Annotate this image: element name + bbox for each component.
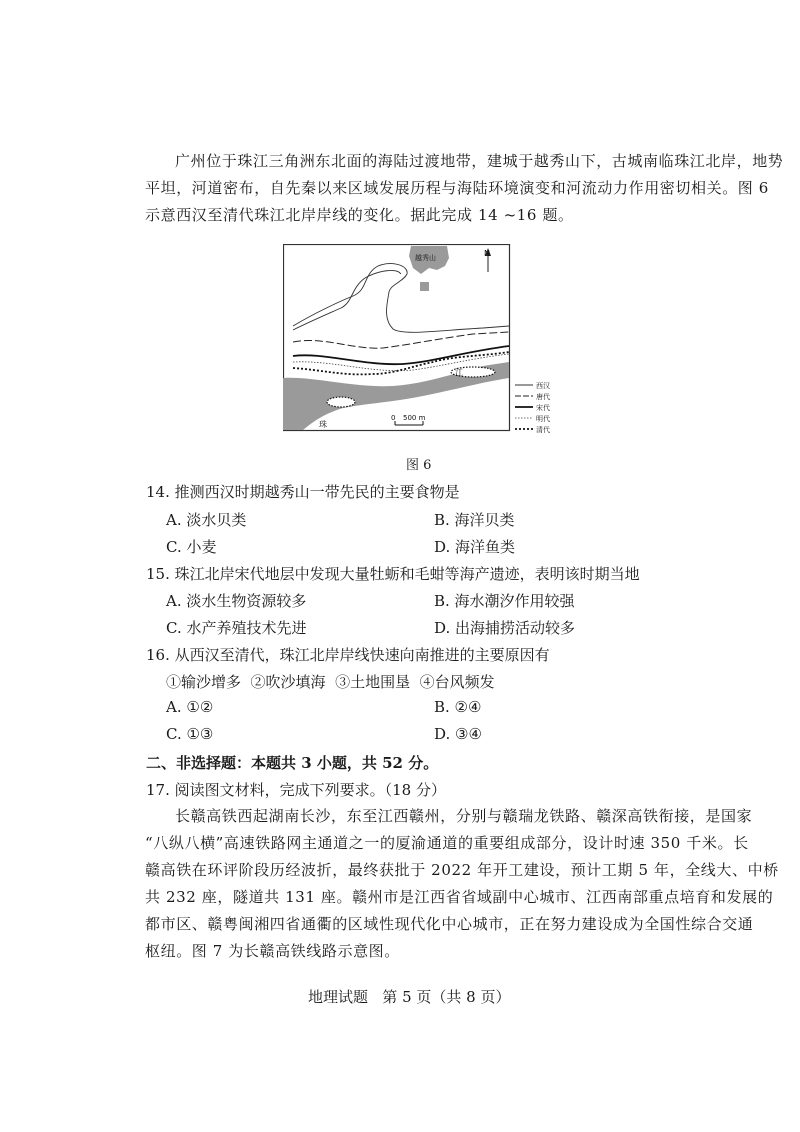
page-footer: 地理试题 第 5 页（共 8 页） (308, 988, 511, 1006)
legend-song: 宋代 (536, 404, 550, 412)
legend-tang: 唐代 (536, 393, 550, 401)
river-label-zhu: 珠 (319, 420, 327, 429)
mountain-label: 越秀山 (415, 254, 436, 262)
river-label-jiang: 江 (455, 368, 463, 377)
q17-line-6: 枢纽。图 7 为长赣高铁线路示意图。 (145, 942, 400, 960)
intro-line-3: 示意西汉至清代珠江北岸岸线的变化。据此完成 14 ~16 题。 (145, 206, 574, 224)
question-16-option-a: A. ①② (166, 698, 214, 716)
question-14-option-a: A. 淡水贝类 (166, 511, 247, 529)
question-16-option-c: C. ①③ (166, 725, 214, 743)
question-14-option-c: C. 小麦 (166, 538, 217, 556)
scale-zero: 0 (391, 414, 396, 422)
scale-distance: 500 m (403, 414, 426, 422)
q17-line-3: 赣高铁在环评阶段历经波折，最终获批于 2022 年开工建设，预计工期 5 年，全线大、中桥 (145, 861, 779, 879)
figure-caption: 图 6 (406, 458, 432, 473)
question-14-stem: 14. 推测西汉时期越秀山一带先民的主要食物是 (146, 483, 460, 501)
intro-line-2: 平坦，河道密布，自先秦以来区域发展历程与海陆环境演变和河流动力作用密切相关。图 6 (145, 179, 769, 197)
q17-line-4: 共 232 座，隧道共 131 座。赣州市是江西省省域副中心城市、江西南部重点培育和发展的 (145, 888, 774, 906)
intro-paragraph (145, 148, 784, 229)
question-16-option-b: B. ②④ (434, 698, 482, 716)
legend-western-han: 西汉 (536, 382, 550, 390)
map-legend (515, 381, 550, 434)
question-16-choices: ①输沙增多 ②吹沙填海 ③土地围垦 ④台风频发 (166, 673, 495, 691)
island-left (327, 397, 355, 407)
question-15-stem: 15. 珠江北岸宋代地层中发现大量牡蛎和毛蚶等海产遗迹，表明该时期当地 (146, 565, 640, 583)
question-14-option-b: B. 海洋贝类 (434, 511, 515, 529)
coastline-map (283, 244, 568, 444)
q17-line-2: “八纵八横”高速铁路网主通道之一的厦渝通道的重要组成部分，设计时速 350 千米。长 (145, 834, 749, 852)
legend-qing: 清代 (536, 426, 550, 434)
q17-line-1: 长赣高铁西起湖南长沙，东至江西赣州，分别与赣瑞龙铁路、赣深高铁衔接，是国家 (175, 807, 753, 825)
section-2-heading: 二、非选择题：本题共 3 小题，共 52 分。 (146, 754, 439, 772)
question-15-option-b: B. 海水潮汐作用较强 (434, 592, 575, 610)
legend-ming: 明代 (536, 415, 550, 423)
question-17-material (145, 803, 779, 965)
q17-line-5: 都市区、赣粤闽湘四省通衢的区域性现代化中心城市，正在努力建设成为全国性综合交通 (145, 915, 754, 933)
question-17-stem: 17. 阅读图文材料，完成下列要求。（18 分） (146, 781, 446, 799)
question-16-stem: 16. 从西汉至清代，珠江北岸岸线快速向南推进的主要原因有 (146, 646, 550, 664)
question-15-option-d: D. 出海捕捞活动较多 (434, 619, 576, 637)
coastline-tang (293, 332, 509, 348)
question-15-option-a: A. 淡水生物资源较多 (166, 592, 307, 610)
north-label: N (484, 249, 490, 258)
question-16-option-d: D. ③④ (434, 725, 482, 743)
intro-line-1: 广州位于珠江三角洲东北面的海陆过渡地带，建城于越秀山下，古城南临珠江北岸，地势 (175, 152, 784, 170)
mountain-small-patch (420, 282, 429, 291)
question-15-option-c: C. 水产养殖技术先进 (166, 619, 307, 637)
question-14-option-d: D. 海洋鱼类 (434, 538, 516, 556)
